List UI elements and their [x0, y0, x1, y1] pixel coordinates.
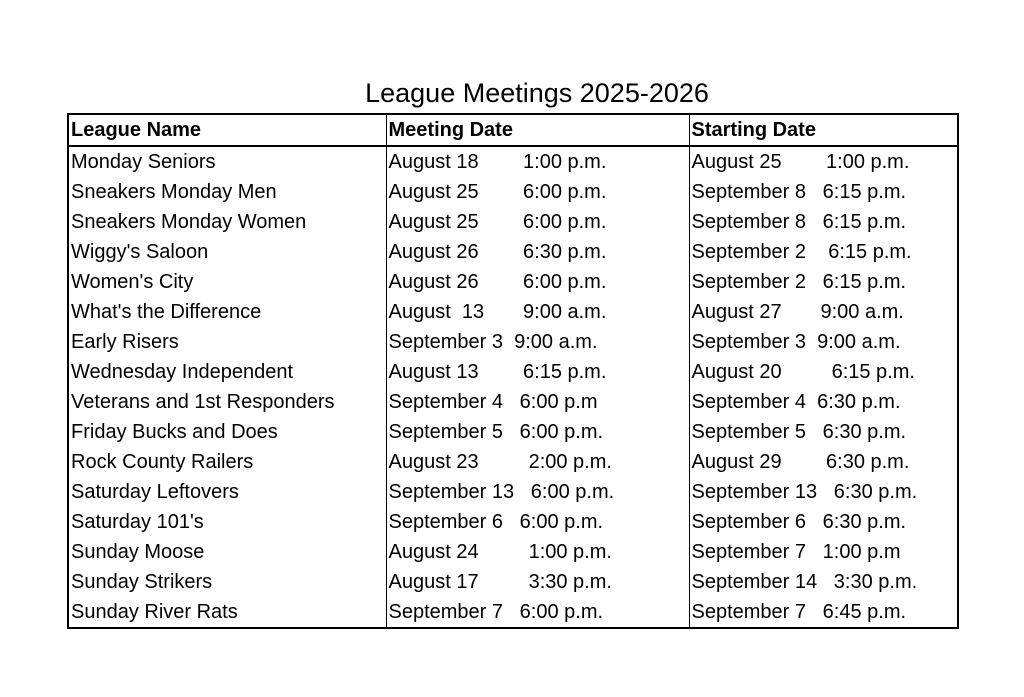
league-name-cell: Veterans and 1st Responders: [68, 387, 386, 417]
table-header-row: [68, 114, 958, 146]
meeting-date-cell: August 13 9:00 a.m.: [386, 297, 689, 327]
league-name-cell: Friday Bucks and Does: [68, 417, 386, 447]
meeting-date-cell: August 17 3:30 p.m.: [386, 567, 689, 597]
table-row: [68, 417, 958, 447]
meeting-date-cell: September 6 6:00 p.m.: [386, 507, 689, 537]
league-name-cell: Saturday Leftovers: [68, 477, 386, 507]
league-name-cell: What's the Difference: [68, 297, 386, 327]
starting-date-cell: September 7 1:00 p.m: [689, 537, 958, 567]
table-row: [68, 597, 958, 628]
table-row: [68, 327, 958, 357]
meeting-date-cell: September 7 6:00 p.m.: [386, 597, 689, 628]
starting-date-cell: September 8 6:15 p.m.: [689, 177, 958, 207]
meeting-date-cell: August 18 1:00 p.m.: [386, 146, 689, 177]
league-name-cell: Sneakers Monday Men: [68, 177, 386, 207]
meeting-date-cell: August 25 6:00 p.m.: [386, 207, 689, 237]
meeting-date-cell: September 4 6:00 p.m: [386, 387, 689, 417]
meeting-date-cell: September 5 6:00 p.m.: [386, 417, 689, 447]
starting-date-cell: September 2 6:15 p.m.: [689, 237, 958, 267]
table-row: [68, 177, 958, 207]
table-row: [68, 146, 958, 177]
starting-date-cell: September 7 6:45 p.m.: [689, 597, 958, 628]
league-name-cell: Sneakers Monday Women: [68, 207, 386, 237]
table-row: [68, 537, 958, 567]
starting-date-cell: August 25 1:00 p.m.: [689, 146, 958, 177]
page-title: League Meetings 2025-2026: [365, 78, 709, 108]
league-name-cell: Wednesday Independent: [68, 357, 386, 387]
league-name-cell: Saturday 101's: [68, 507, 386, 537]
table-row: [68, 297, 958, 327]
league-meetings-table: [67, 113, 959, 629]
league-name-cell: Women's City: [68, 267, 386, 297]
meeting-date-cell: August 26 6:30 p.m.: [386, 237, 689, 267]
meeting-date-cell: September 3 9:00 a.m.: [386, 327, 689, 357]
table-row: [68, 477, 958, 507]
league-name-cell: Sunday Moose: [68, 537, 386, 567]
starting-date-cell: September 3 9:00 a.m.: [689, 327, 958, 357]
league-name-cell: Sunday Strikers: [68, 567, 386, 597]
meeting-date-cell: August 25 6:00 p.m.: [386, 177, 689, 207]
starting-date-cell: September 5 6:30 p.m.: [689, 417, 958, 447]
table-row: [68, 507, 958, 537]
league-name-cell: Rock County Railers: [68, 447, 386, 477]
table-row: [68, 357, 958, 387]
starting-date-cell: September 8 6:15 p.m.: [689, 207, 958, 237]
header-league-name: League Name: [68, 114, 386, 146]
table-row: [68, 447, 958, 477]
table-row: [68, 207, 958, 237]
starting-date-cell: August 29 6:30 p.m.: [689, 447, 958, 477]
league-name-cell: Sunday River Rats: [68, 597, 386, 628]
starting-date-cell: September 4 6:30 p.m.: [689, 387, 958, 417]
header-starting-date: Starting Date: [689, 114, 958, 146]
meeting-date-cell: September 13 6:00 p.m.: [386, 477, 689, 507]
table-row: [68, 267, 958, 297]
table-row: [68, 387, 958, 417]
meeting-date-cell: August 13 6:15 p.m.: [386, 357, 689, 387]
league-name-cell: Early Risers: [68, 327, 386, 357]
starting-date-cell: September 6 6:30 p.m.: [689, 507, 958, 537]
starting-date-cell: September 2 6:15 p.m.: [689, 267, 958, 297]
meeting-date-cell: August 23 2:00 p.m.: [386, 447, 689, 477]
header-meeting-date: Meeting Date: [386, 114, 689, 146]
meeting-date-cell: August 24 1:00 p.m.: [386, 537, 689, 567]
league-name-cell: Monday Seniors: [68, 146, 386, 177]
starting-date-cell: September 13 6:30 p.m.: [689, 477, 958, 507]
starting-date-cell: August 20 6:15 p.m.: [689, 357, 958, 387]
table-row: [68, 237, 958, 267]
league-name-cell: Wiggy's Saloon: [68, 237, 386, 267]
starting-date-cell: September 14 3:30 p.m.: [689, 567, 958, 597]
table-row: [68, 567, 958, 597]
starting-date-cell: August 27 9:00 a.m.: [689, 297, 958, 327]
meeting-date-cell: August 26 6:00 p.m.: [386, 267, 689, 297]
